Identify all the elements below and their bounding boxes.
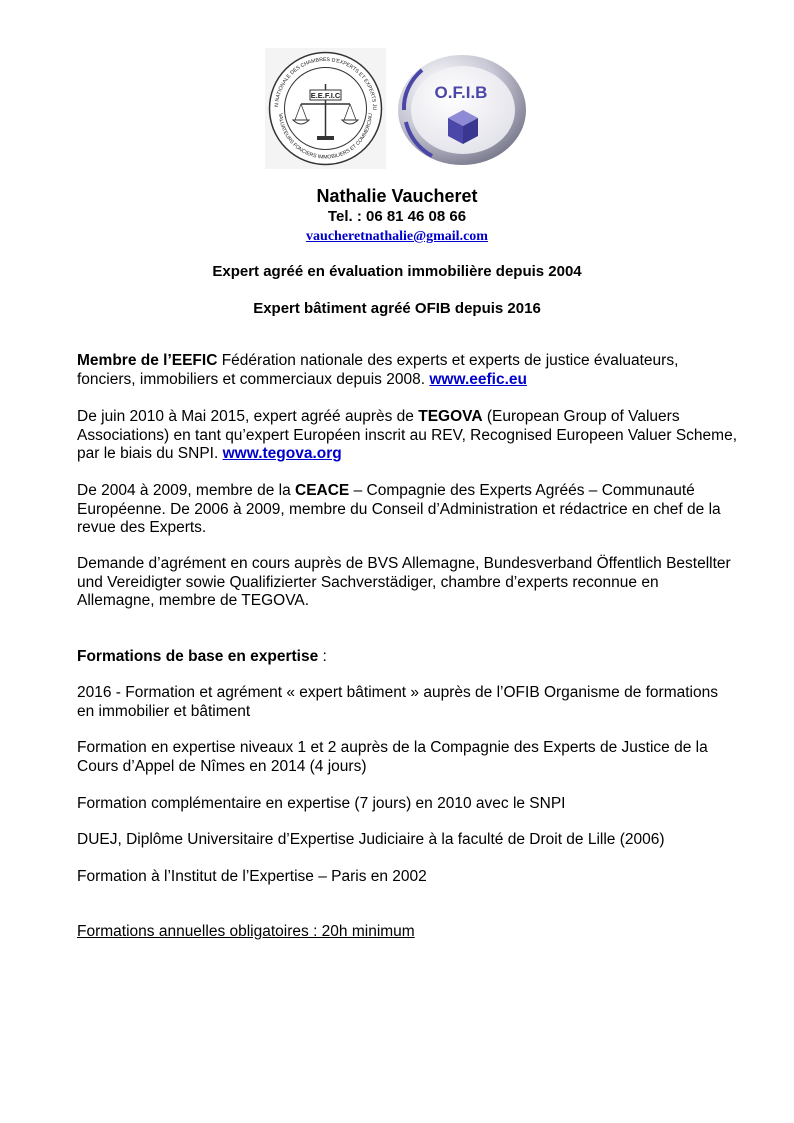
formation-item: Formation complémentaire en expertise (7 jours) en 2010 avec le SNPI xyxy=(77,795,566,812)
email-line xyxy=(0,229,794,245)
tegova-label: TEGOVA xyxy=(418,408,483,425)
phone-number: Tel. : 06 81 46 08 66 xyxy=(327,208,467,225)
formations-heading xyxy=(77,648,737,667)
annual-training-note: Formations annuelles obligatoires : 20h minimum xyxy=(77,923,415,940)
eefic-link[interactable]: www.eefic.eu xyxy=(429,370,527,388)
eefic-seal-icon xyxy=(265,48,386,169)
ofib-logo xyxy=(392,52,530,168)
eefic-ring-bottom-text: VALUATEURS FONCIERS IMMOBILIERS ET COMMERCIAU xyxy=(276,112,375,161)
paragraph-bvs: Demande d’agrément en cours auprès de BVS Allemagne, Bundesverband Öffentlich Bestellter und Vereidigter sowie Qualifizierter Sachverstädiger, chambre d’experts reconnue en Allemagne, membre de TEGOVA. xyxy=(77,555,731,609)
person-name: Nathalie Vaucheret xyxy=(316,186,478,206)
ceace-intro-text: De 2004 à 2009, membre de la xyxy=(77,482,295,499)
formations-heading-suffix: : xyxy=(318,648,327,665)
ceace-text: – Compagnie des Experts Agréés – Communauté Européenne. De 2006 à 2009, membre du Conseil d’Administration et rédactrice en chef de la revue des Experts. xyxy=(77,482,721,536)
eefic-ring-top-text: N NATIONALE DES CHAMBRES D'EXPERTS ET EXPERTS JU xyxy=(273,56,378,111)
tegova-link[interactable]: www.tegova.org xyxy=(222,445,342,462)
formation-item: Formation en expertise niveaux 1 et 2 auprès de la Compagnie des Experts de Justice de la Cours d’Appel de Nîmes en 2014 (4 jours) xyxy=(77,739,708,775)
paragraph-tegova xyxy=(77,408,737,464)
paragraph-eefic xyxy=(77,352,737,389)
formation-item: DUEJ, Diplôme Universitaire d’Expertise Judiciaire à la faculté de Droit de Lille (2006) xyxy=(77,831,665,848)
tegova-intro-text: De juin 2010 à Mai 2015, expert agréé auprès de xyxy=(77,408,419,425)
eefic-logo xyxy=(265,48,386,169)
ceace-label: CEACE xyxy=(295,482,350,499)
headline-batiment: Expert bâtiment agréé OFIB depuis 2016 xyxy=(253,300,541,317)
ofib-emblem-icon xyxy=(392,52,530,168)
ofib-text: O.F.I.B xyxy=(434,83,488,102)
paragraph-ceace xyxy=(77,482,737,538)
eefic-inner-text: E.E.F.I.C xyxy=(310,91,341,100)
eefic-membership-label: Membre de l’EEFIC xyxy=(77,352,218,369)
tegova-text: (European Group of Valuers Associations) en tant qu’expert Européen inscrit au REV, Recognised Europeen Valuer Scheme, par le biais du SNPI. xyxy=(77,408,737,462)
headline-evaluation: Expert agréé en évaluation immobilière depuis 2004 xyxy=(212,263,582,280)
formation-item: Formation à l’Institut de l’Expertise – Paris en 2002 xyxy=(77,868,427,885)
formations-heading-label: Formations de base en expertise xyxy=(77,648,319,665)
email-link[interactable]: vaucheretnathalie@gmail.com xyxy=(306,229,488,244)
formation-item: 2016 - Formation et agrément « expert bâtiment » auprès de l’OFIB Organisme de formations en immobilier et bâtiment xyxy=(77,684,718,720)
eefic-membership-text: Fédération nationale des experts et experts de justice évaluateurs, fonciers, immobiliers et commerciaux depuis 2008. xyxy=(77,352,679,388)
